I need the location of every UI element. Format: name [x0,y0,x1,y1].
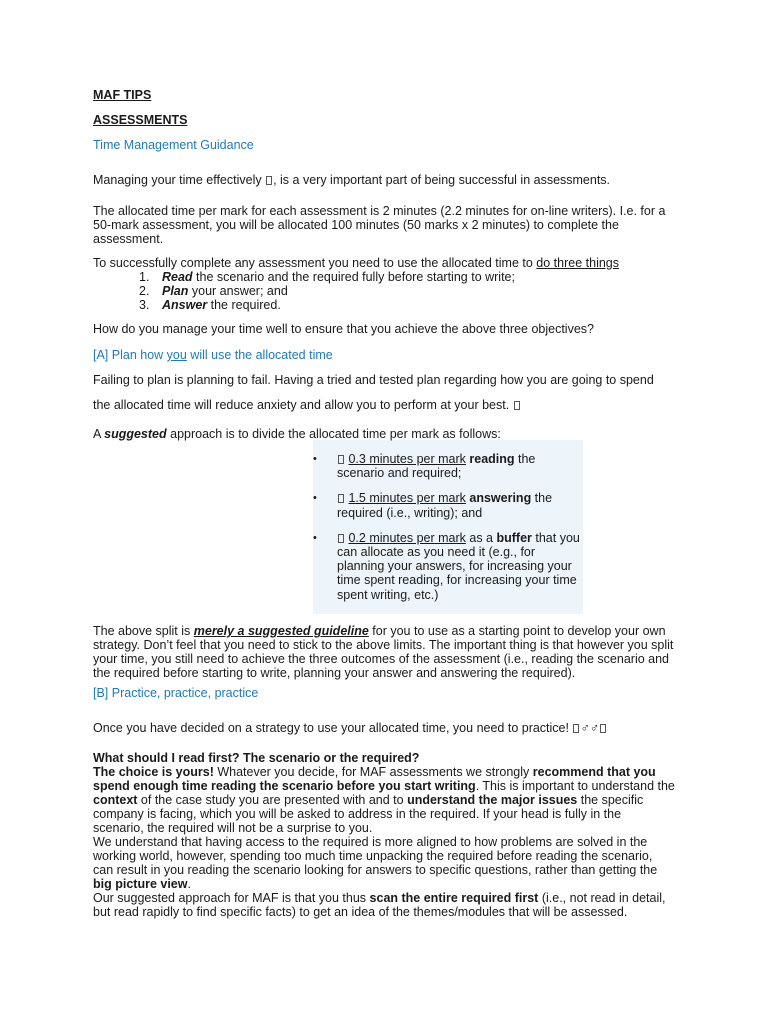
section-title: Time Management Guidance [93,138,254,152]
list-item: 3. Answer the required. [139,298,281,312]
approach-paragraph: Our suggested approach for MAF is that you thus scan the entire required first (i.e., not read in detail, but read rapidly to find specific facts) to get an idea of the themes/modules that will be assessed. [93,891,666,919]
missing-glyph-icon [338,494,344,503]
missing-glyph-icon [514,401,520,410]
section-a-line-1: Failing to plan is planning to fail. Having a tried and tested plan regarding how you are going to spend [93,373,654,387]
intro-paragraph-1: Managing your time effectively , is a very important part of being successful in assessments. [93,173,611,187]
list-item: • 0.3 minutes per mark reading the scenario and required; [313,452,536,481]
section-a-line-2: the allocated time will reduce anxiety and allow you to perform at your best. [93,398,675,412]
time-split-list [313,452,583,613]
list-item: • 1.5 minutes per mark answering the required (i.e., writing); and [313,491,553,520]
missing-glyph-icon [600,724,606,733]
read-first-heading: What should I read first? The scenario or the required? [93,751,420,765]
three-things-link: do three things [536,256,619,270]
split-paragraph: The above split is merely a suggested guideline for you to use as a starting point to develop your own strategy. Don’t feel that you need to stick to the above limits. The important thing is that however you split your time, you still need to achieve the three outcomes of the assessment (i.e., reading the scenario and the required before starting to write, planning your answer and answering the required). [93,624,674,680]
steps-list [93,270,675,312]
choice-paragraph: The choice is yours! Whatever you decide, for MAF assessments we strongly recommend that you spend enough time reading the scenario before you start writing. This is important to understand the context of the case study you are presented with and to understand the major issues the specific company is facing, which you will be asked to address in the required. If your head is fully in the scenario, the required will not be a surprise to you. [93,765,675,835]
missing-glyph-icon [338,455,344,464]
intro-paragraph-3: To successfully complete any assessment you need to use the allocated time to do three things [93,256,619,270]
list-item: 2. Plan your answer; and [139,284,288,298]
intro-paragraph-2: The allocated time per mark for each assessment is 2 minutes (2.2 minutes for on-line writers). I.e. for a 50-mark assessment, you will be allocated 100 minutes (50 marks x 2 minutes) to complete the assessment. [93,204,666,246]
section-a-title: [A] Plan how you will use the allocated time [93,348,333,362]
section-b-title: [B] Practice, practice, practice [93,686,259,700]
question-paragraph: How do you manage your time well to ensure that you achieve the above three objectives? [93,322,594,336]
understand-paragraph: We understand that having access to the required is more aligned to how problems are solved in the working world, however, spending too much time unpacking the required before reading the scenario, can result in you reading the scenario looking for answers to specific questions, rather than getting the big picture view. [93,835,658,891]
suggested-approach-paragraph: A suggested approach is to divide the allocated time per mark as follows: [93,427,501,441]
missing-glyph-icon [266,176,272,185]
missing-glyph-icon [573,724,579,733]
maf-tips-heading: MAF TIPS [93,88,152,102]
missing-glyph-icon [338,534,344,543]
list-item: 1. Read the scenario and the required fully before starting to write; [139,270,515,284]
list-item: • 0.2 minutes per mark as a buffer that you can allocate as you need it (e.g., for planning your answers, for increasing your time spent reading, for increasing your time spent writing, etc.) [313,530,580,602]
practice-paragraph: Once you have decided on a strategy to use your allocated time, you need to practice! ♂♂ [93,721,675,735]
assessments-heading: ASSESSMENTS [93,113,188,127]
